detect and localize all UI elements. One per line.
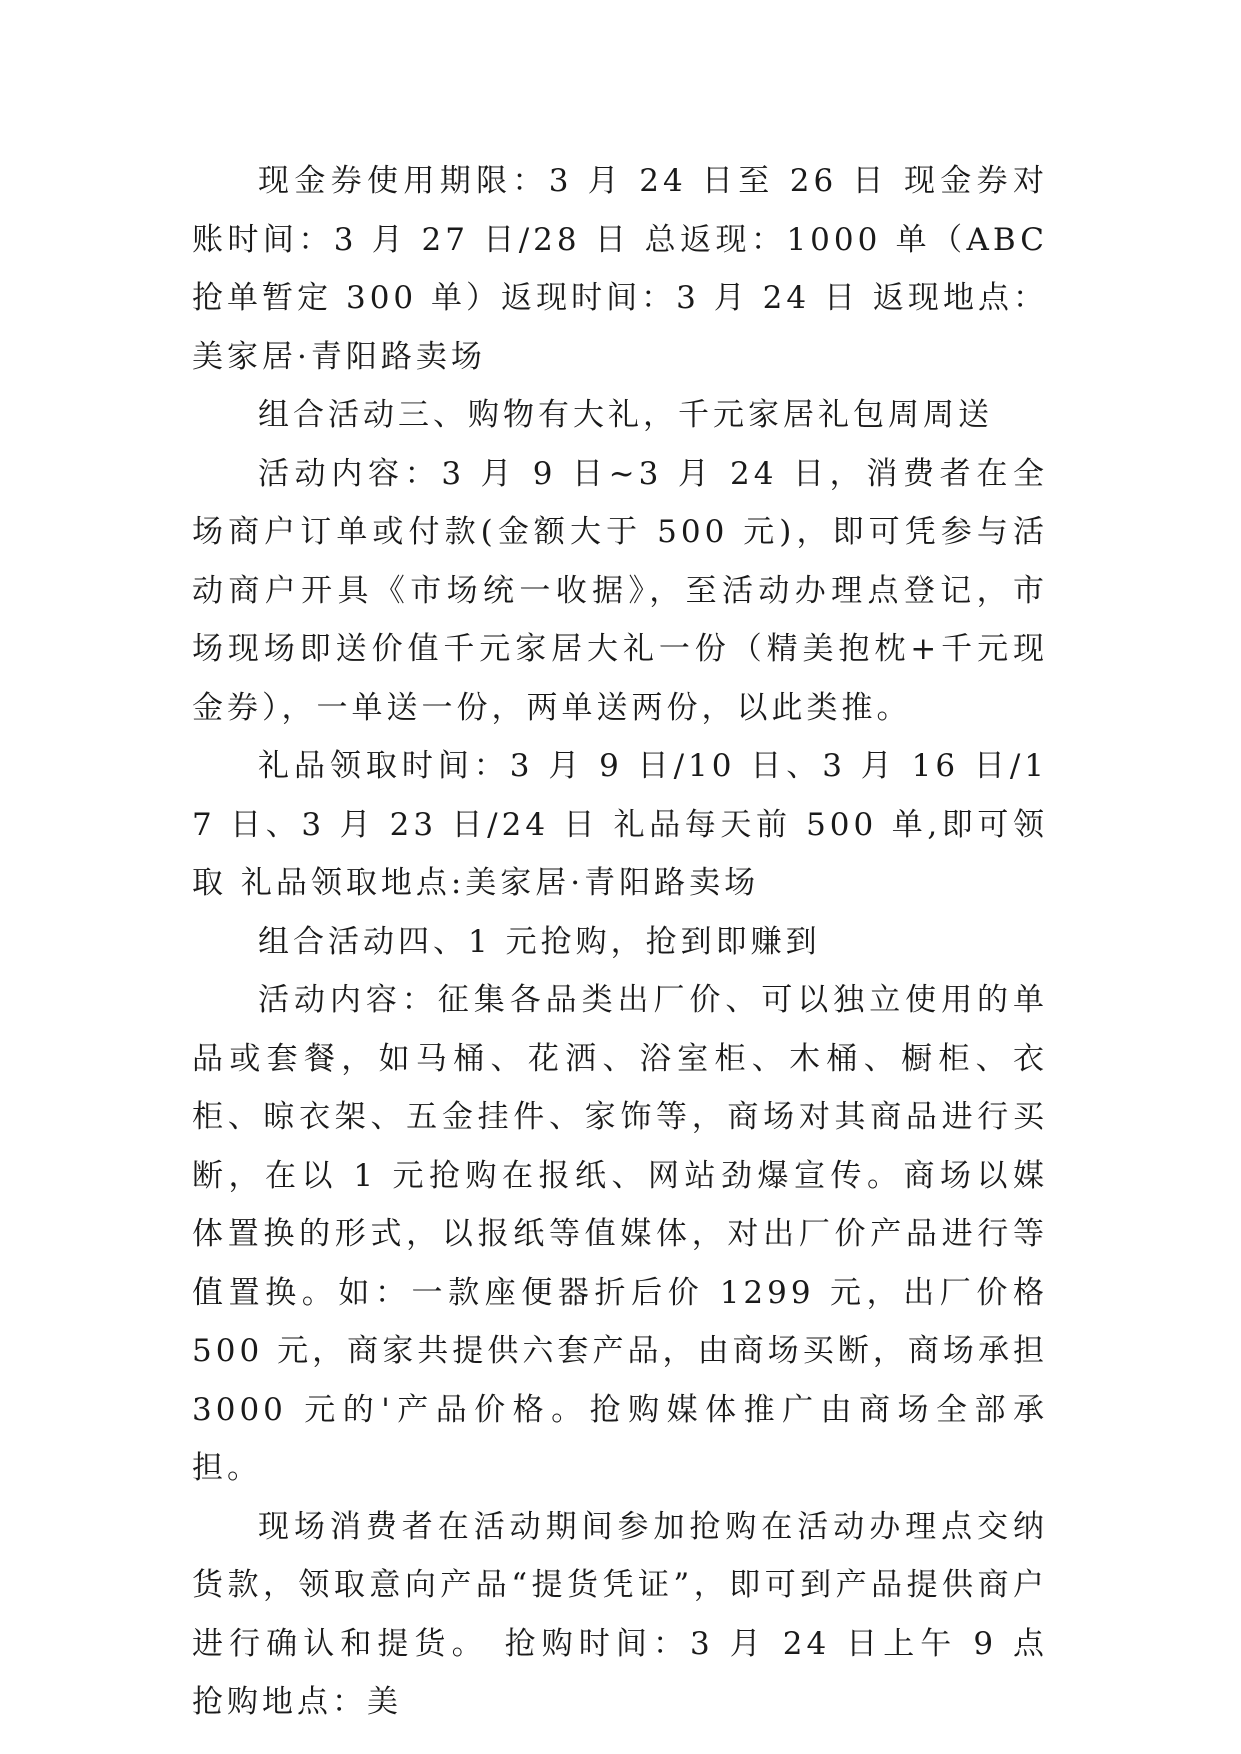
heading-activity-three: 组合活动三、购物有大礼，千元家居礼包周周送 — [258, 397, 993, 433]
paragraph-cash-voucher-terms: 现金券使用期限：3 月 24 日至 26 日 现金券对账时间：3 月 27 日/28 日 总返现：1000 单（ABC 抢单暂定 300 单）返现时间：3 月 24 日 返现地点：美家居·青阳路卖场 — [192, 163, 1048, 375]
heading-activity-four: 组合活动四、1 元抢购，抢到即赚到 — [258, 923, 821, 960]
paragraph-activity-four-content: 活动内容：征集各品类出厂价、可以独立使用的单品或套餐，如马桶、花洒、浴室柜、木桶、橱柜、衣柜、晾衣架、五金挂件、家饰等，商场对其商品进行买断，在以 1 元抢购在报纸、网站劲爆宣传。商场以媒体置换的形式，以报纸等值媒体，对出厂价产品进行等值置换。如：一款座便器折后价 1299 元，出厂价格 500 元，商家共提供六套产品，由商场买断，商场承担 3000 元的'产品价格。抢购媒体推广由商场全部承担。 — [192, 982, 1048, 1486]
document-page — [192, 152, 1048, 1732]
paragraph-gift-pickup: 礼品领取时间：3 月 9 日/10 日、3 月 16 日/17 日、3 月 23 日/24 日 礼品每天前 500 单,即可领取 礼品领取地点:美家居·青阳路卖场 — [192, 748, 1048, 901]
paragraph-onsite-purchase: 现场消费者在活动期间参加抢购在活动办理点交纳货款，领取意向产品“提货凭证”，即可到产品提供商户进行确认和提货。 抢购时间：3 月 24 日上午 9 点 抢购地点：美 — [192, 1508, 1048, 1720]
paragraph-activity-three-content: 活动内容：3 月 9 日~3 月 24 日，消费者在全场商户订单或付款(金额大于 500 元)，即可凭参与活动商户开具《市场统一收据》，至活动办理点登记，市场现场即送价值千元家居大礼一份（精美抱枕+千元现金券），一单送一份，两单送两份，以此类推。 — [192, 455, 1048, 726]
